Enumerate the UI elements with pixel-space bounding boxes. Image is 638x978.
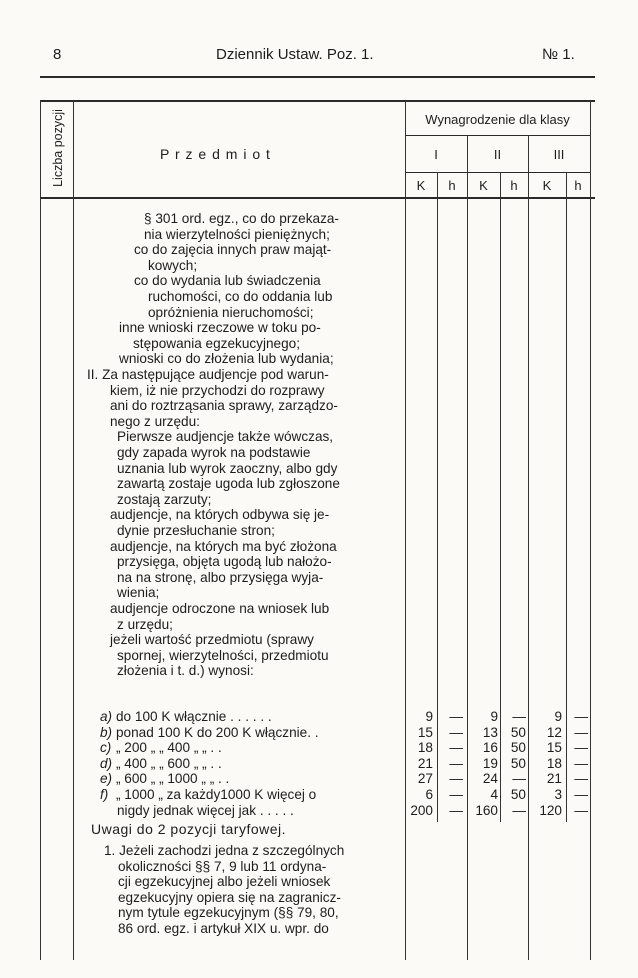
notes-text-line: okoliczności §§ 7, 9 lub 11 ordyna- xyxy=(118,858,327,874)
rate-value: — xyxy=(574,755,588,771)
rate-value: 18 xyxy=(417,740,433,756)
rate-value: 4 xyxy=(490,787,498,802)
subject-text-line: audjencje, na których ma być złożona xyxy=(110,538,337,554)
subject-text-line: audjencje, na których odbywa się je- xyxy=(110,507,330,523)
position-col-border xyxy=(73,100,74,960)
unit-h-header: h xyxy=(574,178,582,193)
rate-value: 21 xyxy=(417,755,433,771)
notes-text-line: 86 ord. egz. i artykuł XIX u. wpr. do xyxy=(118,921,329,936)
rate-value: — xyxy=(574,740,588,756)
unit-k-header: K xyxy=(479,178,488,193)
notes-text-line: 1. Jeżeli zachodzi jedna z szczególnych xyxy=(104,843,345,858)
subject-text-line: uznania lub wyrok zaoczny, albo gdy xyxy=(117,460,338,476)
subject-text-line: wienia; xyxy=(117,585,160,601)
rate-row-label: b) xyxy=(100,724,113,740)
rate-value: 200 xyxy=(410,802,433,818)
rate-row-text: nigdy jednak więcej jak . . . . . xyxy=(117,802,294,818)
rate-value: 24 xyxy=(482,771,498,787)
class-iii-k-border xyxy=(566,172,567,822)
rate-value: 15 xyxy=(417,724,433,740)
rate-value: — xyxy=(449,755,463,771)
class-i-header: I xyxy=(434,147,438,162)
subject-text-line: stępowania egzekucyjnego; xyxy=(133,335,301,351)
table-header-rule xyxy=(40,197,595,199)
unit-k-header: K xyxy=(416,178,426,193)
rate-value: — xyxy=(449,709,463,724)
class-i-border xyxy=(467,135,468,960)
rate-row-label: a) xyxy=(100,709,113,724)
subject-text-line: gdy zapada wyrok na podstawie xyxy=(117,445,311,460)
table-left-border xyxy=(40,100,41,960)
rate-value: — xyxy=(512,802,526,818)
rate-row-text: „ 400 „ „ 600 „ „ . . xyxy=(116,755,222,771)
subject-text-line: co do zajęcia innych praw mająt- xyxy=(134,242,332,258)
rate-value: 12 xyxy=(546,724,562,740)
rate-value: — xyxy=(449,787,463,802)
rate-value: — xyxy=(449,724,463,740)
subject-text-line: opróżnienia nieruchomości; xyxy=(148,304,314,320)
rate-value: — xyxy=(574,724,588,740)
class-ii-border xyxy=(528,135,529,960)
rate-value: 16 xyxy=(482,740,498,756)
subject-text-line: ani do roztrząsania sprawy, zarządzo- xyxy=(110,398,338,414)
subject-text-line: kowych; xyxy=(148,257,198,273)
rate-value: 50 xyxy=(510,740,526,756)
subject-text-line: inne wnioski rzeczowe w toku po- xyxy=(119,320,321,336)
rate-value: 13 xyxy=(482,724,498,740)
rate-value: 9 xyxy=(425,709,433,724)
notes-text-line: egzekucyjny opiera się na zagranicz- xyxy=(118,889,341,905)
subject-text-line: audjencje odroczone na wniosek lub xyxy=(110,601,330,616)
unit-h-header: h xyxy=(448,178,456,193)
subject-text-line: spornej, wierzytelności, przedmiotu xyxy=(117,647,329,663)
rate-value: 18 xyxy=(546,755,562,771)
subject-text-line: co do wydania lub świadczenia xyxy=(134,273,321,289)
rate-value: — xyxy=(449,802,463,818)
subject-text-line: zostają zarzuty; xyxy=(117,491,212,507)
rate-value: — xyxy=(574,709,588,724)
notes-text-line: nym tytule egzekucyjnym (§§ 79, 80, xyxy=(118,905,339,921)
subject-column-header: P r z e d m i o t xyxy=(160,146,271,162)
rate-value: 9 xyxy=(554,709,562,724)
rate-value: 50 xyxy=(510,787,526,802)
subject-text-line: dynie przesłuchanie stron; xyxy=(117,523,275,538)
rate-row-text: „ 600 „ „ 1000 „ „ . . xyxy=(116,771,230,787)
rate-row-label: e) xyxy=(100,771,113,787)
rate-value: 120 xyxy=(539,802,562,818)
unit-k-header: K xyxy=(542,178,552,193)
rate-value: — xyxy=(512,771,526,787)
fee-column-title: Wynagrodzenie dla klasy xyxy=(425,112,570,127)
rate-value: 6 xyxy=(425,787,433,802)
rate-row-text: „ 200 „ „ 400 „ „ . . xyxy=(116,740,222,756)
rate-row-label: f) xyxy=(100,787,109,802)
subject-text-line: ruchomości, co do oddania lub xyxy=(148,289,333,304)
rate-value: 15 xyxy=(546,740,562,756)
class-rule xyxy=(405,172,590,173)
subject-text-line: § 301 ord. egz., co do przekaza- xyxy=(144,211,339,226)
subject-text-line: zawartą zostaje ugoda lub zgłoszone xyxy=(117,476,340,492)
rate-row-text: „ 1000 „ za każdy1000 K więcej o xyxy=(116,787,317,802)
subject-text-line: kiem, iż nie przychodzi do rozprawy xyxy=(110,382,325,398)
rate-value: — xyxy=(512,709,526,724)
notes-title: Uwagi do 2 pozycji taryfowej. xyxy=(91,821,287,837)
rate-value: — xyxy=(574,787,588,802)
class-ii-header: II xyxy=(493,147,502,162)
fee-title-rule xyxy=(405,135,590,136)
rate-value: — xyxy=(449,771,463,787)
subject-text-line: nia wierzytelności pieniężnych; xyxy=(144,226,330,242)
rate-row-label: c) xyxy=(100,740,112,756)
subject-text-line: II. Za następujące audjencje pod warun- xyxy=(87,367,329,382)
notes-text-line: cji egzekucyjnej albo jeżeli wniosek xyxy=(118,874,331,890)
rate-row-text: ponad 100 K do 200 K włącznie. . xyxy=(116,724,319,740)
subject-text-line: złożenia i t. d.) wynosi: xyxy=(117,663,254,679)
page-number: 8 xyxy=(53,46,62,63)
rate-value: 27 xyxy=(417,771,433,787)
rate-value: 50 xyxy=(510,755,526,771)
rate-value: — xyxy=(449,740,463,756)
rate-value: 3 xyxy=(554,787,562,802)
subject-text-line: Pierwsze audjencje także wówczas, xyxy=(117,429,334,445)
subject-text-line: przysięga, objęta ugodą lub nałożo- xyxy=(117,554,332,570)
subject-text-line: nego z urzędu: xyxy=(110,413,200,429)
table-top-rule xyxy=(40,100,595,102)
issue-number: № 1. xyxy=(542,46,575,63)
class-i-k-border xyxy=(437,172,438,822)
header-rule xyxy=(40,76,595,78)
class-ii-k-border xyxy=(500,172,501,822)
rate-value: — xyxy=(574,771,588,787)
rate-value: — xyxy=(574,802,588,818)
page-title: Dziennik Ustaw. Poz. 1. xyxy=(216,46,374,63)
subject-col-border xyxy=(405,100,406,960)
rate-value: 50 xyxy=(510,724,526,740)
rate-value: 21 xyxy=(546,771,562,787)
position-column-header: Liczba pozycji xyxy=(51,109,65,187)
rate-row-text: do 100 K włącznie . . . . . . xyxy=(116,709,272,724)
rate-row-label: d) xyxy=(100,755,113,771)
subject-text-line: wnioski co do złożenia lub wydania; xyxy=(119,351,334,367)
class-iii-header: III xyxy=(553,147,565,162)
table-right-border xyxy=(590,100,591,960)
rate-value: 19 xyxy=(482,755,498,771)
subject-text-line: na na stronę, albo przysięga wyja- xyxy=(117,569,324,585)
subject-text-line: jeżeli wartość przedmiotu (sprawy xyxy=(110,632,314,648)
rate-value: 160 xyxy=(475,802,498,818)
unit-h-header: h xyxy=(510,178,518,193)
rate-value: 9 xyxy=(490,709,498,724)
subject-text-line: z urzędu; xyxy=(117,616,173,632)
